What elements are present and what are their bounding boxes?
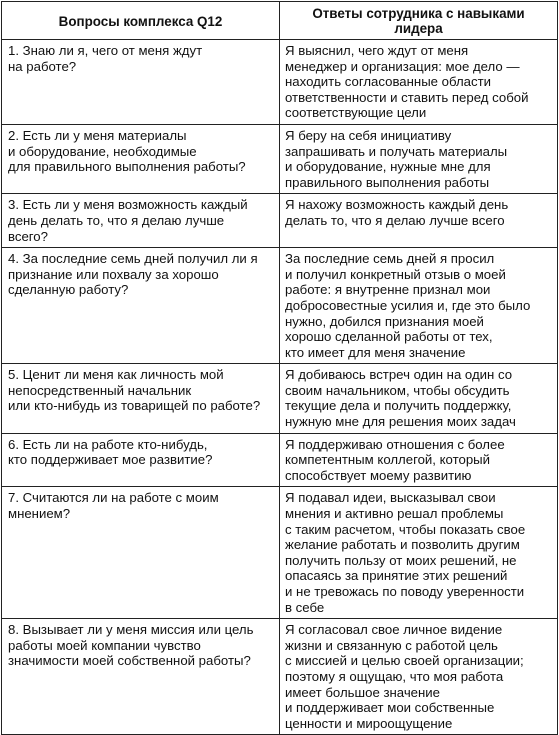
question-cell: 6. Есть ли на работе кто-нибудь, кто поддерживает мое развитие?: [2, 433, 280, 487]
header-questions: Вопросы комплекса Q12: [2, 2, 280, 40]
table-row: [2, 619, 558, 735]
q12-table: [1, 1, 558, 735]
answer-cell: Я беру на себя инициативу запрашивать и получать материалы и оборудование, нужные мне для правильного выполнения работы: [280, 124, 558, 193]
question-cell: 2. Есть ли у меня материалы и оборудование, необходимые для правильного выполнения работы?: [2, 124, 280, 193]
table-row: [2, 40, 558, 125]
question-cell: 5. Ценит ли меня как личность мой непосредственный начальник или кто-нибудь из товарищей по работе?: [2, 364, 280, 433]
question-cell: 7. Считаются ли на работе с моим мнением?: [2, 487, 280, 619]
table-header: [2, 2, 558, 40]
answer-cell: Я подавал идеи, высказывал свои мнения и активно решал проблемы с таким расчетом, чтобы показать свое желание работать и позволить другим получить пользу от моих решений, не опасаясь за принятие этих решений и не тревожась по поводу уверенности в себе: [280, 487, 558, 619]
header-row: [2, 2, 558, 40]
table-row: [2, 248, 558, 364]
question-cell: 3. Есть ли у меня возможность каждый день делать то, что я делаю лучше всего?: [2, 194, 280, 248]
answer-cell: Я нахожу возможность каждый день делать то, что я делаю лучше всего: [280, 194, 558, 248]
header-answers: Ответы сотрудника с навыками лидера: [280, 2, 558, 40]
table-row: [2, 433, 558, 487]
answer-cell: Я поддерживаю отношения с более компетентным коллегой, который способствует моему развитию: [280, 433, 558, 487]
table-row: [2, 194, 558, 248]
answer-cell: Я согласовал свое личное видение жизни и связанную с работой цель с миссией и целью своей организации; поэтому я ощущаю, что моя работа имеет большое значение и поддерживает мои собственные ценности и мироощущение: [280, 619, 558, 735]
table-row: [2, 487, 558, 619]
answer-cell: Я добиваюсь встреч один на один со своим начальником, чтобы обсудить текущие дела и получить поддержку, нужную мне для решения моих задач: [280, 364, 558, 433]
table-row: [2, 124, 558, 193]
question-cell: 1. Знаю ли я, чего от меня ждут на работе?: [2, 40, 280, 125]
answer-cell: За последние семь дней я просил и получил конкретный отзыв о моей работе: я внутренне признал мои добросовестные усилия и, где это было нужно, добился признания моей хорошо сделанной работы от тех, кто имеет для меня значение: [280, 248, 558, 364]
question-cell: 4. За последние семь дней получил ли я признание или похвалу за хорошо сделанную работу?: [2, 248, 280, 364]
answer-cell: Я выяснил, чего ждут от меня менеджер и организация: мое дело — находить согласованные области ответственности и ставить перед собой соответствующие цели: [280, 40, 558, 125]
table-body: [2, 40, 558, 735]
table-row: [2, 364, 558, 433]
question-cell: 8. Вызывает ли у меня миссия или цель работы моей компании чувство значимости моей собственной работы?: [2, 619, 280, 735]
